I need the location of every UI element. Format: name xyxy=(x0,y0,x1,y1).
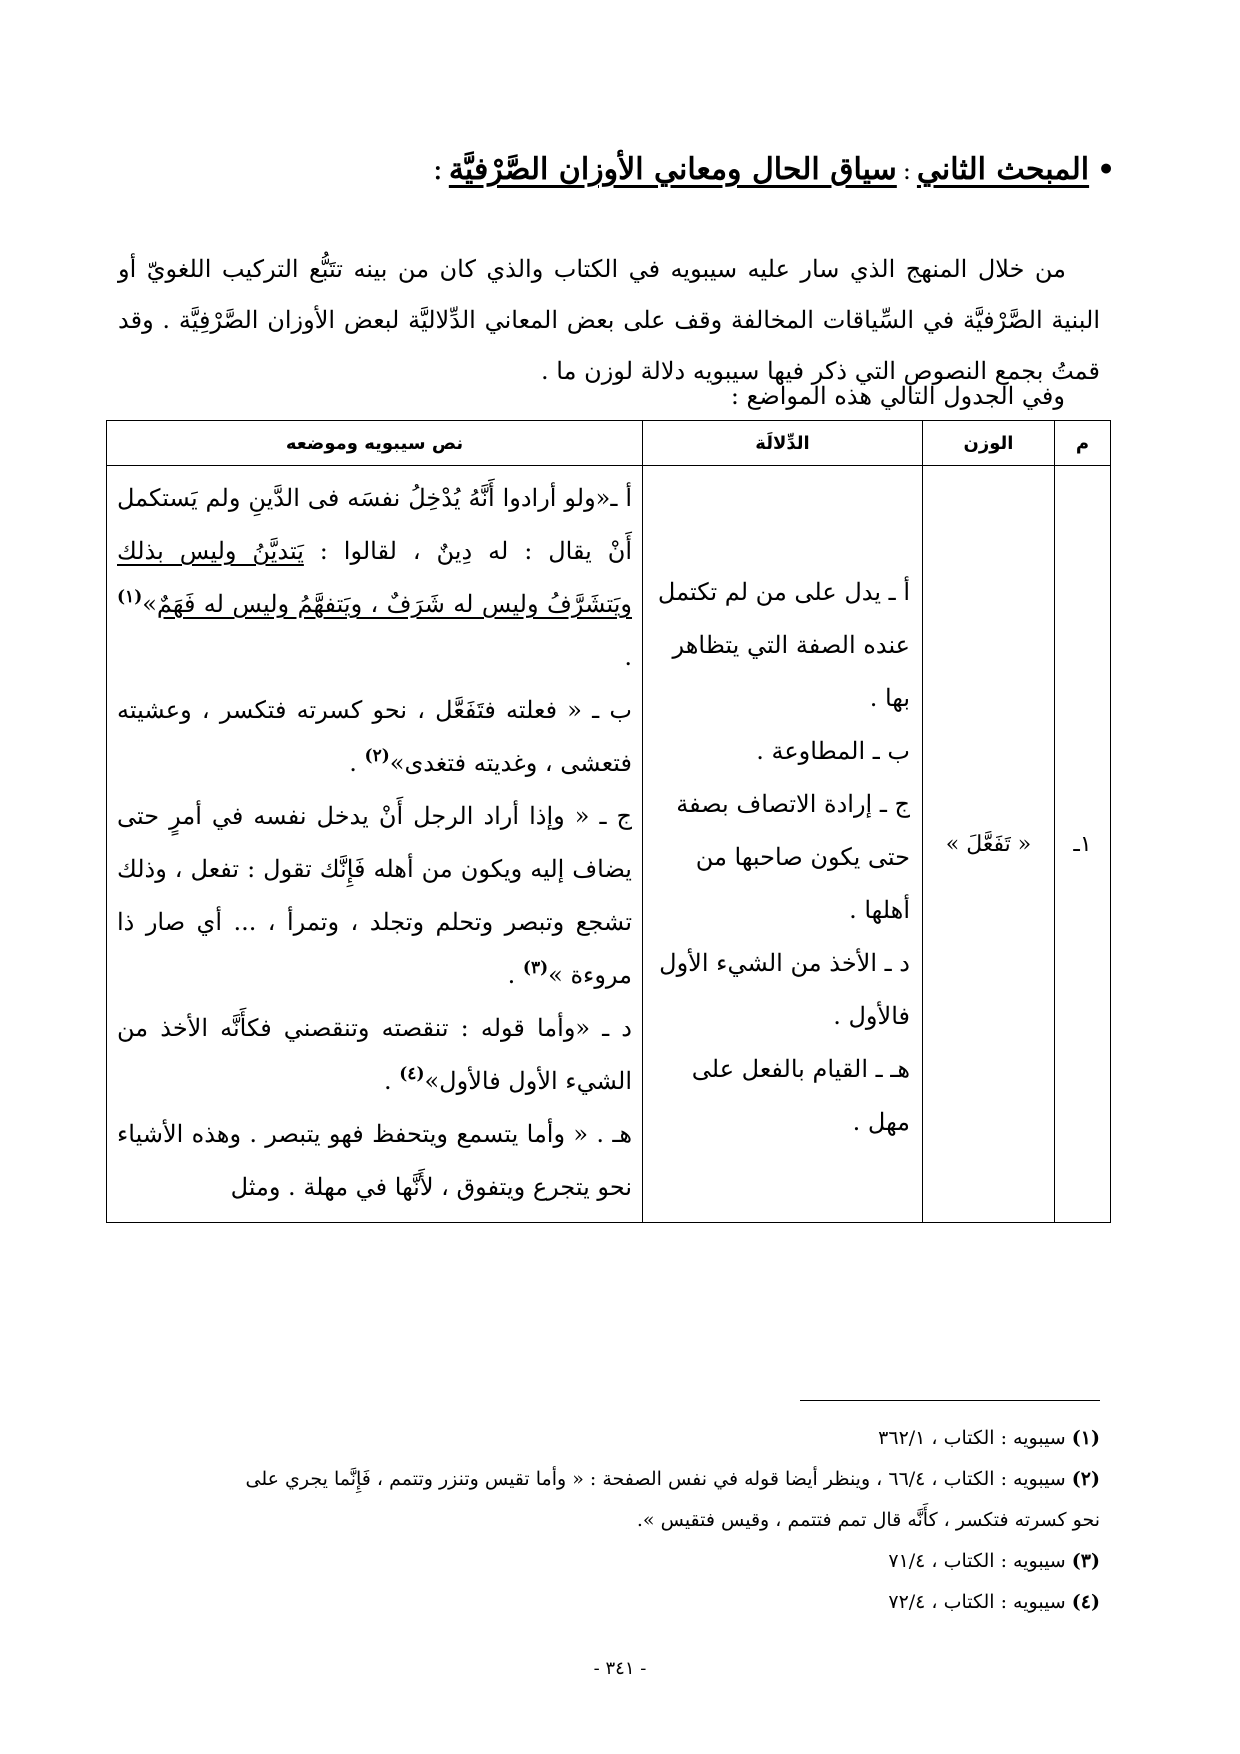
footnote-4-text: سيبويه : الكتاب ، ٧٢/٤ xyxy=(888,1591,1066,1613)
row-dalala xyxy=(643,466,923,1223)
row-wazn: « تَفَعَّلَ » xyxy=(923,466,1055,1223)
heading-title: سياق الحال ومعاني الأوزان الصَّرْفيَّة xyxy=(448,152,897,187)
footnote-4-num: (٤) xyxy=(1071,1591,1100,1613)
footnote-ref-1[interactable]: (١) xyxy=(117,586,143,607)
dalala-c: ج ـ إرادة الاتصاف بصفة حتى يكون صاحبها من أهلها . xyxy=(676,790,910,924)
quote-c-period: . xyxy=(507,961,516,989)
footnote-1-text: سيبويه : الكتاب ، ٣٦٢/١ xyxy=(878,1427,1066,1449)
footnote-1-num: (١) xyxy=(1071,1427,1100,1449)
table-row xyxy=(107,466,1111,1223)
footnote-2-num: (٢) xyxy=(1071,1468,1100,1490)
quote-b-period: . xyxy=(349,749,357,777)
dalala-a: أ ـ يدل على من لم تكتمل عنده الصفة التي يتظاهر بها . xyxy=(657,578,910,712)
footnote-ref-2[interactable]: (٢) xyxy=(364,745,390,766)
quote-d xyxy=(117,1002,632,1108)
quote-c xyxy=(117,790,632,1002)
footnote-3 xyxy=(118,1541,1100,1582)
footnote-3-num: (٣) xyxy=(1071,1550,1100,1572)
footnote-2-text: سيبويه : الكتاب ، ٦٦/٤ ، وينظر أيضا قوله في نفس الصفحة : « وأما تقيس وتنزر وتتمم ، فَإِنَّما يجري على xyxy=(245,1468,1066,1490)
footnote-4 xyxy=(118,1582,1100,1623)
quote-a-close: » xyxy=(142,590,157,618)
forms-table xyxy=(106,420,1111,1223)
row-sibawayh-text xyxy=(107,466,643,1223)
quote-d-text: د ـ «وأما قوله : تنقصته وتنقصني فكأَنَّه الأخذ من الشيء الأول فالأول» xyxy=(117,1014,632,1095)
quote-c-text: ج ـ « وإذا أراد الرجل أَنْ يدخل نفسه في أمرٍ حتى يضاف إليه ويكون من أهله فَإِنَّك تقول : تفعل ، وذلك تشجع وتبصر وتحلم وتجلد ، وتمرأ ، ... أي صار ذا مروءة » xyxy=(117,802,632,989)
footnote-3-text: سيبويه : الكتاب ، ٧١/٤ xyxy=(888,1550,1066,1572)
row-number: ١ـ xyxy=(1055,466,1111,1223)
header-dalala: الدِّلالَة xyxy=(643,421,923,466)
table-header-row xyxy=(107,421,1111,466)
quote-h: هـ . « وأما يتسمع ويتحفظ فهو يتبصر . وهذه الأشياء نحو يتجرع ويتفوق ، لأَنَّها في مهلة . ومثل xyxy=(117,1120,632,1201)
footnote-2 xyxy=(118,1459,1100,1500)
header-text: نص سيبويه وموضعه xyxy=(107,421,643,466)
quote-a xyxy=(117,472,632,684)
footnote-1 xyxy=(118,1418,1100,1459)
quote-b-text: ب ـ « فعلته فتَفَعَّل ، نحو كسرته فتكسر ، وعشيته فتعشى ، وغديته فتغدى» xyxy=(117,696,632,777)
dalala-b: ب ـ المطاوعة . xyxy=(756,737,910,765)
quote-a-underlined: يَتديَّنُ وليس بذلك ويَتشَرَّفُ وليس له شَرَفٌ ، ويَتفهَّمُ وليس له فَهَمٌ xyxy=(117,537,632,618)
footnote-ref-3[interactable]: (٣) xyxy=(522,957,549,978)
heading-colon: : xyxy=(432,152,443,187)
quote-d-period: . xyxy=(383,1067,392,1095)
quote-a-period: . xyxy=(624,643,632,671)
dalala-h: هـ ـ القيام بالفعل على مهل . xyxy=(691,1055,910,1136)
table-lead-text: وفي الجدول التالي هذه المواضع : xyxy=(730,382,1065,410)
footnotes xyxy=(118,1418,1100,1623)
page-number: - ٣٤١ - xyxy=(593,1658,647,1679)
header-wazn: الوزن xyxy=(923,421,1055,466)
quote-b xyxy=(117,684,632,790)
section-heading xyxy=(200,148,1115,193)
header-num: م xyxy=(1055,421,1111,466)
dalala-d: د ـ الأخذ من الشيء الأول فالأول . xyxy=(659,949,910,1030)
footnote-ref-4[interactable]: (٤) xyxy=(399,1063,425,1084)
quote-a-text: أ ـ«ولو أرادوا أَنَّهُ يُدْخِلُ نفسَه فى الدَّينِ ولم يَستكمل أَنْ يقال : له دِينٌ ، لقالوا : xyxy=(117,484,632,565)
heading-label: المبحث الثاني xyxy=(916,152,1090,187)
intro-paragraph: من خلال المنهج الذي سار عليه سيبويه في الكتاب والذي كان من بينه تتَبُّع التركيب اللغويّ أو البنية الصَّرْفيَّة في السِّياقات المخالفة وقف على بعض المعاني الدِّلاليَّة لبعض الأوزان الصَّرْفِيَّة . وقد قمتُ بجمع النصوص التي ذكر فيها سيبويه دلالة لوزن ما . xyxy=(118,255,1100,385)
footnote-2-continued: نحو كسرته فتكسر ، كأَنَّه قال تمم فتتمم ، وقيس فتقيس ». xyxy=(636,1509,1100,1531)
bullet-icon: • xyxy=(1097,153,1115,186)
footnote-divider xyxy=(800,1400,1100,1401)
heading-separator: : xyxy=(902,157,911,185)
